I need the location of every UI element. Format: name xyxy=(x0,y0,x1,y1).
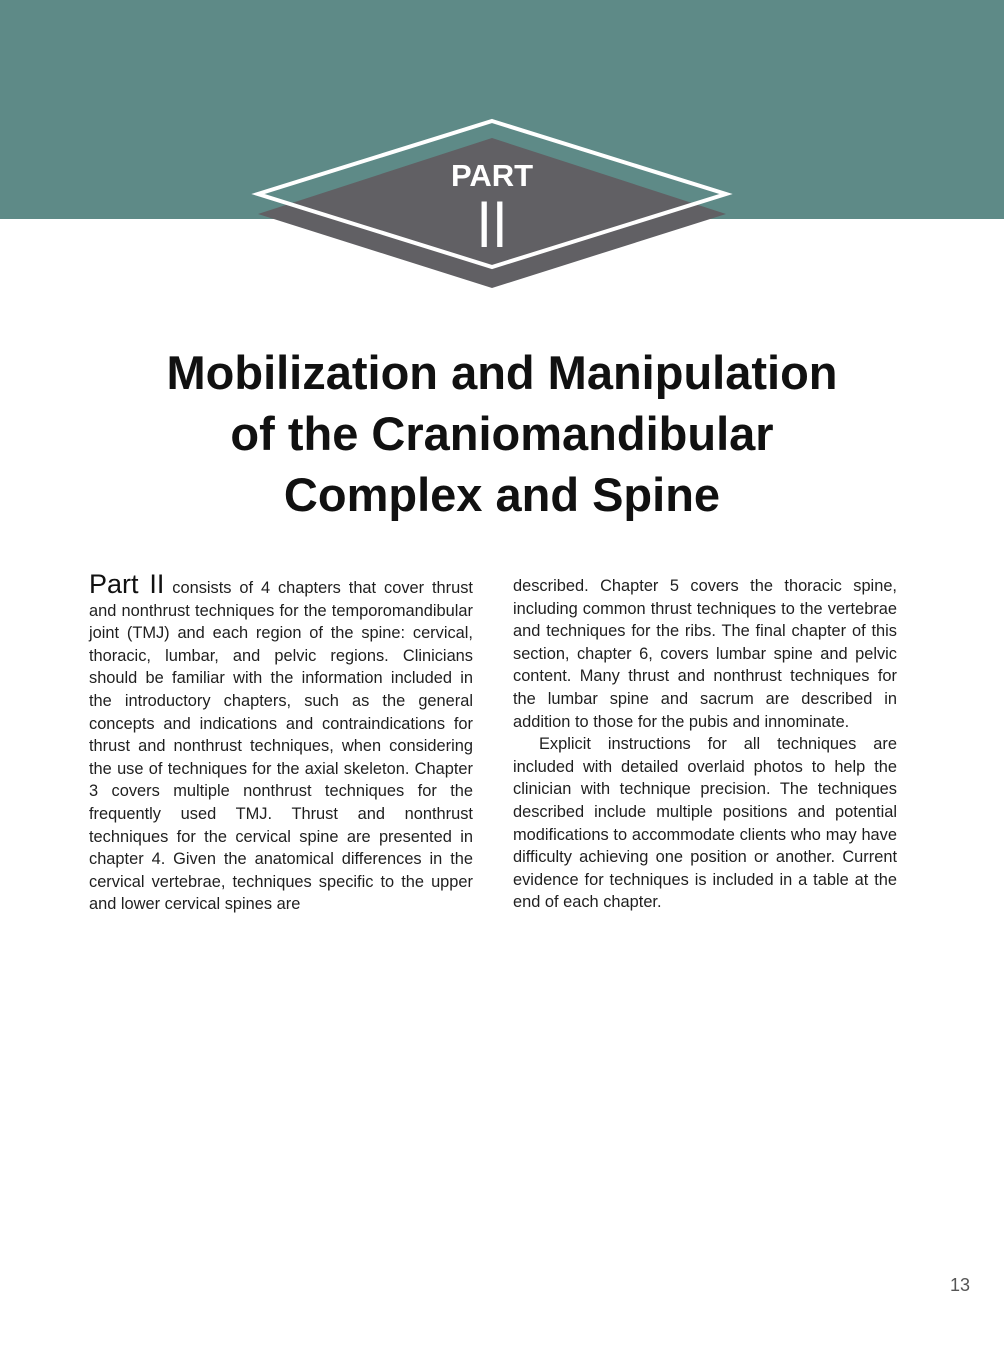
part-numeral: II xyxy=(476,187,508,261)
title-line: Complex and Spine xyxy=(283,468,721,521)
part-label: PART xyxy=(450,158,534,193)
lead-in: Part II xyxy=(89,569,165,599)
paragraph-techniques: Explicit instructions for all techniques are included with detailed overlaid photos to help the clinician with technique precision. The techniques described include multiple positions and potential modifications to accommodate clients who may have difficulty achieving one position or another. Current evidence for techniques is included in a table at the end of each chapter. xyxy=(513,735,897,912)
title-line: of the Craniomandibular xyxy=(230,407,774,460)
body-column-left xyxy=(89,569,473,916)
title-line: Mobilization and Manipulation xyxy=(166,346,838,399)
intro-paragraph xyxy=(89,569,473,916)
intro-text: consists of 4 chapters that cover thrust and nonthrust techniques for the temporomandibular joint (TMJ) and each region of the spine: cervical, thoracic, lumbar, and pelvic regions. Clinicians should be familiar with the information included in the introductory chapters, such as the general concepts and indications and contraindications for thrust and nonthrust techniques, when considering the use of techniques for the axial skeleton. Chapter 3 covers multiple nonthrust techniques for the frequently used TMJ. Thrust and nonthrust techniques for the cervical spine are presented in chapter 4. Given the anatomical differences in the cervical vertebrae, techniques specific to the upper and lower cervical spines are xyxy=(89,579,473,914)
page-title xyxy=(60,342,944,525)
page-number: 13 xyxy=(949,1275,970,1295)
paragraph-continued: described. Chapter 5 covers the thoracic spine, including common thrust techniques to the vertebrae and techniques for the ribs. The final chapter of this section, chapter 6, covers lumbar spine and pelvic content. Many thrust and nonthrust techniques for the lumbar spine and sacrum are described in addition to those for the pubis and innominate. xyxy=(513,577,897,731)
body-column-right xyxy=(513,575,897,914)
